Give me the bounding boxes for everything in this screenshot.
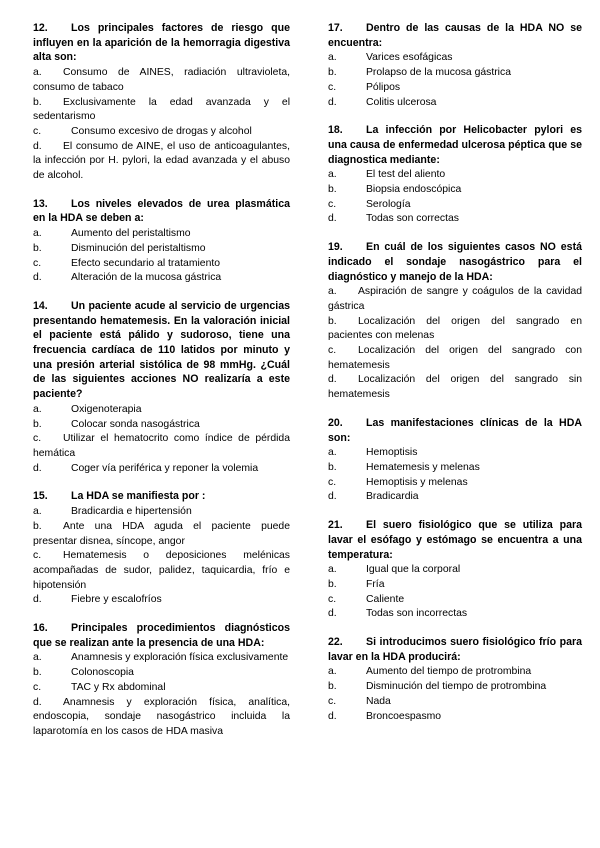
question-columns bbox=[33, 21, 582, 753]
answer-option bbox=[328, 183, 582, 198]
question-17 bbox=[328, 21, 582, 110]
option-letter: c. bbox=[33, 550, 42, 562]
option-letter: a. bbox=[328, 52, 337, 64]
question-statement: En cuál de los siguientes casos NO está indicado el sondaje nasogástrico para el diagnóstico y manejo de la HDA: bbox=[328, 241, 582, 283]
option-text: Pólipos bbox=[366, 81, 401, 93]
answer-option bbox=[328, 81, 582, 96]
option-text: Hemoptisis y melenas bbox=[366, 476, 468, 488]
answer-option bbox=[328, 344, 582, 373]
question-text bbox=[33, 489, 290, 504]
option-text: Coger vía periférica y reponer la volemia bbox=[71, 462, 259, 474]
question-number: 13. bbox=[33, 197, 48, 210]
right-column bbox=[328, 21, 582, 753]
answer-option bbox=[33, 418, 290, 433]
option-letter: b. bbox=[33, 520, 42, 532]
question-number: 18. bbox=[328, 124, 343, 137]
question-19 bbox=[328, 240, 582, 403]
answer-option bbox=[33, 681, 290, 696]
answer-option bbox=[328, 607, 582, 622]
question-text bbox=[33, 21, 290, 65]
option-letter: c. bbox=[33, 257, 42, 269]
answer-option bbox=[33, 593, 290, 608]
question-statement: Las manifestaciones clínicas de la HDA son: bbox=[328, 416, 582, 444]
question-number: 16. bbox=[33, 622, 48, 635]
question-20 bbox=[328, 416, 582, 505]
option-letter: a. bbox=[33, 228, 42, 240]
option-text: Hematemesis o deposiciones melénicas acompañadas de sudor, palidez, taquicardia, frío e hipotensión bbox=[33, 550, 290, 591]
question-text bbox=[33, 299, 290, 402]
option-letter: a. bbox=[328, 169, 337, 181]
option-letter: d. bbox=[33, 462, 42, 474]
answer-option bbox=[33, 432, 290, 461]
answer-option bbox=[328, 680, 582, 695]
option-letter: c. bbox=[328, 81, 337, 93]
option-letter: c. bbox=[328, 593, 337, 605]
question-number: 17. bbox=[328, 22, 343, 34]
answer-option bbox=[328, 490, 582, 505]
answer-option bbox=[33, 227, 290, 242]
question-text bbox=[328, 240, 582, 284]
question-statement: Principales procedimientos diagnósticos que se realizan ante la presencia de una HDA: bbox=[33, 622, 290, 649]
option-letter: a. bbox=[328, 286, 337, 298]
option-letter: c. bbox=[328, 345, 337, 357]
question-text bbox=[328, 123, 582, 167]
question-text bbox=[33, 621, 290, 650]
answer-option bbox=[328, 373, 582, 402]
answer-option bbox=[328, 578, 582, 593]
option-text: Exclusivamente la edad avanzada y el sedentarismo bbox=[33, 96, 290, 123]
option-text: Nada bbox=[366, 695, 391, 707]
question-statement: Si introducimos suero fisiológico frío para lavar en la HDA producirá: bbox=[328, 636, 582, 663]
option-letter: b. bbox=[328, 461, 337, 473]
option-text: Broncoespasmo bbox=[366, 710, 442, 722]
answer-option bbox=[328, 168, 582, 183]
option-letter: d. bbox=[328, 374, 337, 386]
option-letter: a. bbox=[33, 506, 42, 518]
answer-option bbox=[328, 96, 582, 111]
option-letter: c. bbox=[328, 695, 337, 707]
question-statement: La infección por Helicobacter pylori es una causa de enfermedad ulcerosa péptica que se diagnostica mediante: bbox=[328, 124, 582, 166]
question-number: 20. bbox=[328, 416, 343, 429]
question-statement: Los niveles elevados de urea plasmática en la HDA se deben a: bbox=[33, 197, 290, 225]
answer-option bbox=[328, 66, 582, 81]
option-text: Consumo excesivo de drogas y alcohol bbox=[71, 125, 252, 137]
option-text: Anamnesis y exploración física exclusivamente bbox=[71, 652, 289, 664]
option-letter: d. bbox=[33, 696, 42, 708]
question-12 bbox=[33, 21, 290, 184]
option-letter: a. bbox=[33, 652, 42, 664]
option-text: Utilizar el hematocrito como índice de pérdida hemática bbox=[33, 433, 290, 459]
option-text: TAC y Rx abdominal bbox=[71, 681, 166, 693]
option-letter: d. bbox=[328, 710, 337, 722]
question-14 bbox=[33, 299, 290, 476]
option-letter: d. bbox=[33, 272, 42, 284]
option-letter: a. bbox=[328, 447, 337, 459]
answer-option bbox=[328, 285, 582, 314]
option-text: Aspiración de sangre y coágulos de la cavidad gástrica bbox=[328, 286, 582, 312]
option-text: Hemoptisis bbox=[366, 447, 418, 459]
option-letter: b. bbox=[328, 67, 337, 79]
question-text bbox=[328, 416, 582, 445]
answer-option bbox=[33, 462, 290, 477]
option-text: El consumo de AINE, el uso de anticoagulantes, la infección por H. pylori, la edad avanzada y el abuso de alcohol. bbox=[33, 140, 290, 182]
question-statement: La HDA se manifiesta por : bbox=[71, 490, 206, 503]
question-16 bbox=[33, 621, 290, 740]
question-number: 12. bbox=[33, 22, 48, 34]
answer-option bbox=[33, 696, 290, 740]
option-letter: b. bbox=[328, 315, 337, 327]
question-number: 21. bbox=[328, 519, 343, 532]
question-text bbox=[33, 197, 290, 226]
answer-option bbox=[328, 461, 582, 476]
question-21 bbox=[328, 518, 582, 622]
answer-option bbox=[33, 96, 290, 125]
option-text: Aumento del tiempo de protrombina bbox=[366, 666, 532, 678]
question-number: 14. bbox=[33, 299, 48, 312]
option-text: Fría bbox=[366, 578, 385, 590]
option-letter: b. bbox=[328, 681, 337, 693]
option-letter: c. bbox=[33, 433, 42, 445]
answer-option bbox=[328, 446, 582, 461]
answer-option bbox=[33, 257, 290, 272]
option-letter: d. bbox=[328, 608, 337, 620]
option-text: Consumo de AINES, radiación ultravioleta, consumo de tabaco bbox=[33, 67, 290, 93]
option-text: Colitis ulcerosa bbox=[366, 96, 437, 108]
option-letter: a. bbox=[33, 403, 42, 415]
option-text: Biopsia endoscópica bbox=[366, 184, 462, 196]
left-column bbox=[33, 21, 290, 753]
option-letter: b. bbox=[33, 96, 42, 108]
option-letter: a. bbox=[328, 666, 337, 678]
answer-option bbox=[33, 66, 290, 95]
question-15 bbox=[33, 489, 290, 608]
option-text: Aumento del peristaltismo bbox=[71, 228, 191, 240]
option-text: Bradicardia e hipertensión bbox=[71, 506, 192, 518]
option-text: Varices esofágicas bbox=[366, 52, 453, 64]
answer-option bbox=[328, 212, 582, 227]
option-text: Caliente bbox=[366, 593, 405, 605]
question-number: 22. bbox=[328, 636, 343, 649]
question-statement: Los principales factores de riesgo que influyen en la aparición de la hemorragia digestiva alta son: bbox=[33, 22, 290, 64]
option-text: Bradicardia bbox=[366, 491, 419, 503]
option-text: Hematemesis y melenas bbox=[366, 461, 480, 473]
option-text: Disminución del peristaltismo bbox=[71, 242, 206, 254]
option-letter: d. bbox=[33, 140, 42, 152]
option-letter: c. bbox=[328, 476, 337, 488]
option-text: Todas son incorrectas bbox=[366, 608, 468, 620]
option-text: Disminución del tiempo de protrombina bbox=[366, 681, 547, 693]
answer-option bbox=[33, 520, 290, 549]
option-text: Anamnesis y exploración física, analítica, endoscopia, sondaje nasogástrico incluida la laparotomía en los casos de HDA masiva bbox=[33, 696, 290, 737]
option-text: Igual que la corporal bbox=[366, 564, 461, 576]
question-13 bbox=[33, 197, 290, 286]
answer-option bbox=[33, 140, 290, 184]
question-statement: Dentro de las causas de la HDA NO se encuentra: bbox=[328, 22, 582, 49]
answer-option bbox=[33, 666, 290, 681]
question-number: 19. bbox=[328, 241, 343, 254]
option-letter: b. bbox=[328, 578, 337, 590]
option-letter: b. bbox=[33, 418, 42, 430]
answer-option bbox=[328, 665, 582, 680]
option-letter: b. bbox=[328, 184, 337, 196]
option-letter: c. bbox=[328, 198, 337, 210]
answer-option bbox=[328, 695, 582, 710]
answer-option bbox=[33, 651, 290, 666]
answer-option bbox=[328, 476, 582, 491]
answer-option bbox=[33, 271, 290, 286]
option-letter: b. bbox=[33, 667, 42, 679]
option-letter: d. bbox=[33, 594, 42, 606]
option-letter: a. bbox=[328, 564, 337, 576]
question-number: 15. bbox=[33, 490, 48, 503]
option-text: Efecto secundario al tratamiento bbox=[71, 257, 221, 269]
option-text: Alteración de la mucosa gástrica bbox=[71, 272, 222, 284]
question-22 bbox=[328, 635, 582, 724]
question-18 bbox=[328, 123, 582, 227]
question-statement: Un paciente acude al servicio de urgencias presentando hematemesis. En la valoración inicial el paciente está pálido y sudoroso, tiene una frecuencia cardíaca de 110 latidos por minuto y una presión arterial sistólica de 98 mmHg. ¿Cuál de las siguientes acciones NO realizaría a este paciente? bbox=[33, 299, 290, 401]
question-text bbox=[328, 518, 582, 562]
option-text: Prolapso de la mucosa gástrica bbox=[366, 67, 511, 79]
option-text: Serología bbox=[366, 198, 411, 210]
answer-option bbox=[33, 242, 290, 257]
answer-option bbox=[33, 505, 290, 520]
answer-option bbox=[33, 125, 290, 140]
answer-option bbox=[328, 563, 582, 578]
option-text: Localización del origen del sangrado sin hematemesis bbox=[328, 374, 582, 401]
option-letter: b. bbox=[33, 242, 42, 254]
option-text: El test del aliento bbox=[366, 169, 446, 181]
option-text: Ante una HDA aguda el paciente puede presentar disnea, síncope, angor bbox=[33, 520, 290, 547]
option-letter: d. bbox=[328, 213, 337, 225]
answer-option bbox=[328, 198, 582, 213]
option-text: Oxigenoterapia bbox=[71, 403, 142, 415]
option-text: Localización del origen del sangrado en pacientes con melenas bbox=[328, 315, 582, 342]
answer-option bbox=[33, 549, 290, 593]
option-text: Colocar sonda nasogástrica bbox=[71, 418, 200, 430]
option-text: Todas son correctas bbox=[366, 213, 459, 225]
question-statement: El suero fisiológico que se utiliza para lavar el esófago y estómago se encuentra a una temperatura: bbox=[328, 519, 582, 561]
option-letter: d. bbox=[328, 96, 337, 108]
answer-option bbox=[328, 593, 582, 608]
answer-option bbox=[328, 710, 582, 725]
option-text: Colonoscopia bbox=[71, 667, 134, 679]
option-letter: c. bbox=[33, 681, 42, 693]
option-text: Localización del origen del sangrado con hematemesis bbox=[328, 345, 582, 371]
option-letter: c. bbox=[33, 125, 42, 137]
option-letter: a. bbox=[33, 67, 42, 79]
question-text bbox=[328, 635, 582, 664]
question-text bbox=[328, 21, 582, 50]
answer-option bbox=[328, 315, 582, 344]
option-text: Fiebre y escalofríos bbox=[71, 594, 162, 606]
answer-option bbox=[328, 51, 582, 66]
answer-option bbox=[33, 403, 290, 418]
option-letter: d. bbox=[328, 491, 337, 503]
